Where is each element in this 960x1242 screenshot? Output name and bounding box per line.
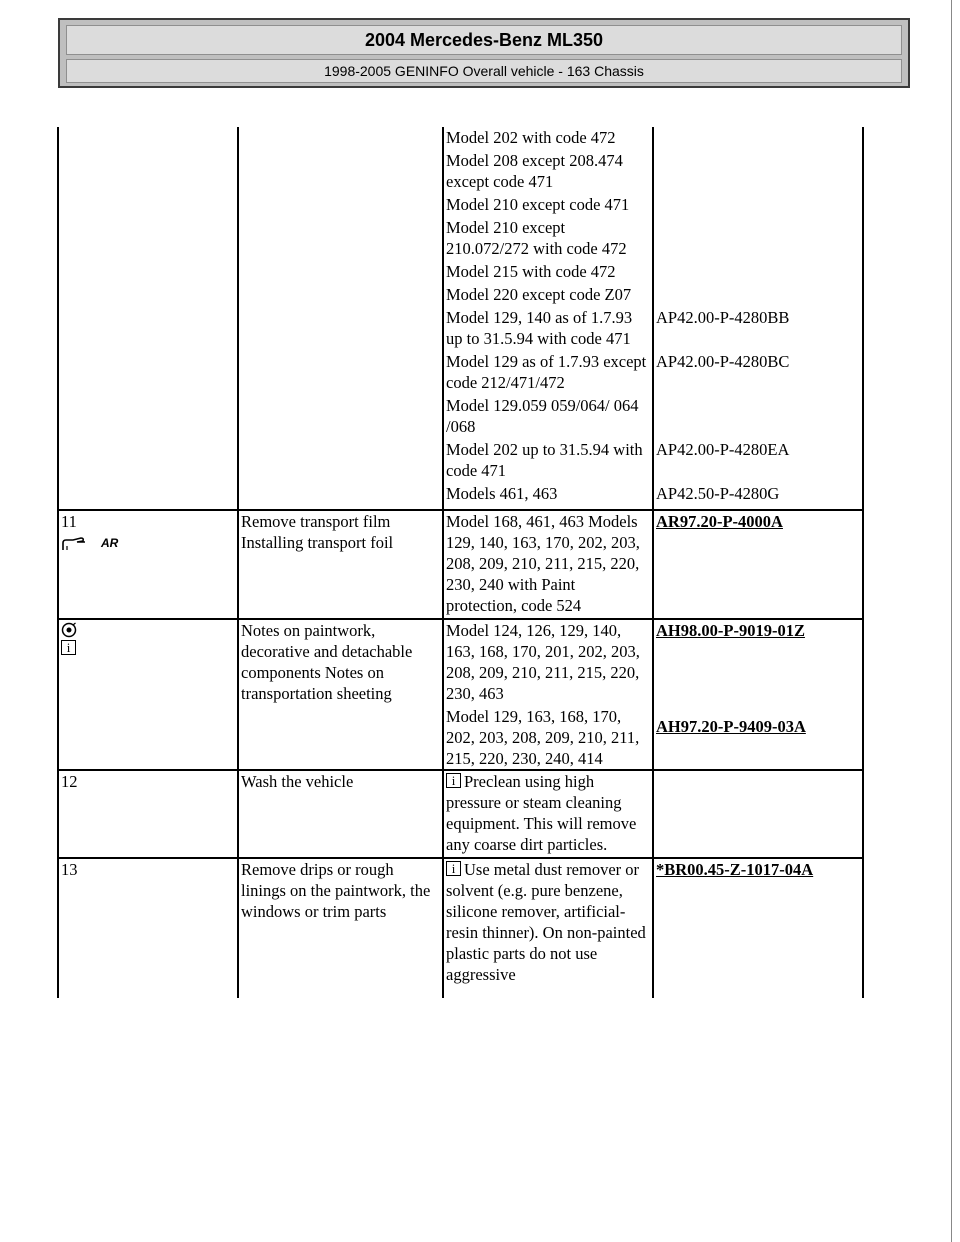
step-description: Wash the vehicle	[241, 772, 354, 791]
model-entry: Model 202 up to 31.5.94 with code 471	[446, 440, 643, 480]
models-cell	[443, 858, 653, 998]
model-entry: Model 220 except code Z07	[446, 285, 632, 304]
model-entry: Model 168, 461, 463 Models 129, 140, 163, 170, 202, 203, 208, 209, 210, 211, 215, 220, 230, 240 with Paint protection, code 524	[446, 512, 640, 615]
model-entry: Model 202 with code 472	[446, 128, 616, 147]
models-cell	[443, 706, 653, 770]
model-entry: Model 124, 126, 129, 140, 163, 168, 170, 201, 202, 203, 208, 209, 210, 211, 215, 220, 230, 463	[446, 621, 640, 703]
models-cell	[443, 770, 653, 858]
header-subtitle: 1998-2005 GENINFO Overall vehicle - 163 Chassis	[66, 59, 902, 83]
reference-link[interactable]: *BR00.45-Z-1017-04A	[656, 860, 814, 879]
reference-link[interactable]: AR97.20-P-4000A	[656, 512, 783, 531]
pointing-hand-icon	[61, 536, 101, 552]
reference-cell	[653, 770, 863, 858]
ar-label: AR	[101, 536, 119, 550]
model-entry: Model 129 as of 1.7.93 except code 212/471/472	[446, 352, 647, 392]
reference-cell	[653, 858, 863, 998]
step-description: Remove drips or rough linings on the paintwork, the windows or trim parts	[241, 860, 431, 921]
model-entry: Model 210 except 210.072/272 with code 472	[446, 218, 627, 258]
step-number: 12	[61, 772, 78, 791]
step-cell	[58, 770, 238, 858]
description-cell	[238, 770, 443, 858]
step-cell	[58, 858, 238, 998]
table-row	[58, 395, 863, 439]
models-cell	[443, 127, 653, 307]
step-cell	[58, 510, 238, 619]
header-title: 2004 Mercedes-Benz ML350	[66, 25, 902, 55]
page-edge-rule	[951, 0, 952, 1242]
model-entry: Model 215 with code 472	[446, 262, 616, 281]
description-cell	[238, 858, 443, 998]
eye-icon	[61, 622, 77, 638]
description-cell	[238, 619, 443, 770]
reference-code: AP42.50-P-4280G	[656, 484, 780, 503]
model-entry: Models 461, 463	[446, 484, 558, 503]
reference-code: AP42.00-P-4280EA	[656, 440, 790, 459]
table-row	[58, 351, 863, 395]
reference-code: AP42.00-P-4280BB	[656, 308, 790, 327]
step-note: Preclean using high pressure or steam cleaning equipment. This will remove any coarse dirt particles.	[446, 772, 637, 854]
model-entry: Model 129, 163, 168, 170, 202, 203, 208, 209, 210, 211, 215, 220, 230, 240, 414	[446, 707, 640, 768]
step-description: Remove transport film Installing transport foil	[241, 512, 394, 552]
description-cell	[238, 127, 443, 307]
reference-cell	[653, 706, 863, 770]
table-row	[58, 619, 863, 706]
reference-cell	[653, 510, 863, 619]
reference-link[interactable]: AH98.00-P-9019-01Z	[656, 621, 805, 640]
page-header	[58, 18, 910, 88]
ar-icon	[61, 533, 118, 554]
table-row	[58, 483, 863, 510]
table-row	[58, 510, 863, 619]
table-row	[58, 439, 863, 483]
models-cell	[443, 510, 653, 619]
step-number: 13	[61, 860, 78, 879]
table-row	[58, 307, 863, 351]
procedure-table	[57, 127, 864, 998]
table-row	[58, 858, 863, 998]
model-entry: Model 210 except code 471	[446, 195, 630, 214]
description-cell	[238, 510, 443, 619]
reference-cell	[653, 619, 863, 706]
model-entry: Model 129.059 059/064/ 064 /068	[446, 396, 639, 436]
reference-link[interactable]: AH97.20-P-9409-03A	[656, 717, 806, 736]
info-icon: i	[446, 773, 461, 788]
model-entry: Model 129, 140 as of 1.7.93 up to 31.5.94 with code 471	[446, 308, 633, 348]
step-description: Notes on paintwork, decorative and detachable components Notes on transportation sheeting	[241, 621, 413, 703]
step-note: Use metal dust remover or solvent (e.g. pure benzene, silicone remover, artificial-resin thinner). On non-painted plastic parts do not use aggressive	[446, 860, 646, 984]
step-cell	[58, 127, 238, 307]
table-row	[58, 127, 863, 307]
table-row	[58, 770, 863, 858]
info-icon: i	[61, 640, 76, 655]
models-cell	[443, 619, 653, 706]
icon-cell	[58, 619, 238, 770]
model-entry: Model 208 except 208.474 except code 471	[446, 151, 623, 191]
reference-cell	[653, 127, 863, 307]
reference-code: AP42.00-P-4280BC	[656, 352, 790, 371]
step-number: 11	[61, 512, 77, 531]
info-icon: i	[446, 861, 461, 876]
